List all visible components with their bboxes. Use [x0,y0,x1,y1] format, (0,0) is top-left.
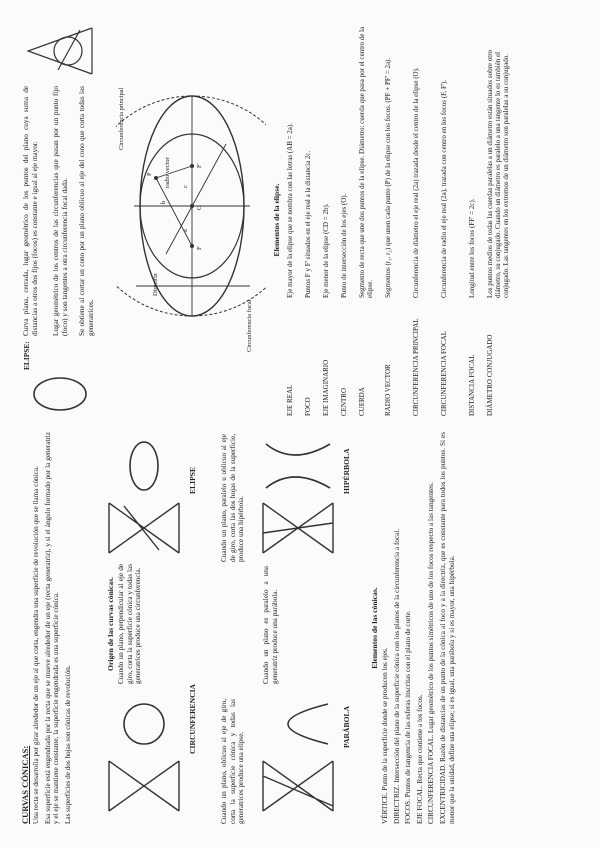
term-definition: Eje menor de la elipse (CD = 2b). [322,203,330,298]
caption-parabola: PARÁBOLA [342,705,351,748]
parabola-figure [258,694,338,754]
term-label: EJE IMAGINARIO [322,359,330,416]
origin-text-1: Cuando un plano, perpendicular al eje de giro, corta la superficie cónica y todas las generatrices produce una circunferencia. [117,564,143,684]
label-radio-vector: radio vector [164,157,171,188]
intro-paragraph-3: Las superficies de dos hojas son cónicas de revolución. [63,665,72,824]
element-eje-focal: EJE FOCAL. Recta que contiene a los focos. [415,694,424,824]
intro-paragraph-1: Una recta se desarrolla por girar alrededor de un eje al que corta, engendra una superficie de revolución que se llama cónica. [32,466,40,824]
cone-section-figure [24,24,96,78]
origin-text-4: Cuando un plano, paralelo u oblicuo al eje de giro, corta las dos hojas de la superficie, produce una hipérbola. [220,434,246,562]
ellipse-figure [104,436,184,496]
origin-text-2: Cuando un plano, oblicuo al eje de giro, corta la superficie cónica y todas las generatrices produce una elipse. [220,699,246,824]
diagram-labels [116,56,266,356]
label-point-p: P [146,172,153,176]
ellipse-elements-heading: Elementos de la elipse. [272,183,281,257]
ellipse-definition-2: Lugar geométrico de los centros de las circunferencias que pasan por un punto fijo (foco) y son tangentes a otra circunferencia focal dada. [52,86,69,336]
hyperbola-figure [258,436,338,496]
element-excentricidad: EXCENTRICIDAD. Razón de distancias de un punto de la cónica al foco y a la directriz, que es constante para todos los puntos. Si es menor que la unidad, define una elipse; si es igual, una parábola y si es mayor, una hipérbola. [438,432,456,824]
ellipse-header [20,24,100,416]
intro-paragraph-2: Esa superficie está engendrada por la recta que se mueve alrededor de un eje (recta generatriz), y si el ángulo formado por la generatriz y el eje se mantiene constante, la superficie engendrada es una superficie cónica. [43,432,61,824]
conics-title: CURVAS CÓNICAS: [20,745,30,824]
term-label: CUERDA [358,387,366,416]
circle-figure [104,694,184,754]
ellipse-thumbnail [30,372,90,416]
label-c: c [182,185,189,188]
cone-figures-bottom [258,432,370,824]
term-definition: Eje mayor de la elipse que se nombra con las letras (AB = 2a). [286,123,294,298]
cone-figures-top [104,432,216,824]
term-definition: Longitud entre los focos (FF' = 2c). [468,198,476,298]
left-column [20,432,580,824]
caption-hiperbola: HIPÉRBOLA [342,448,351,494]
term-definition: Circunferencia de radio el eje real (2a), trazada con centro en los focos (F, F'). [440,79,448,298]
conic-elements [368,432,459,824]
label-directriz: Directriz [152,273,159,296]
label-center-o: O [196,205,203,210]
label-focus-f2: F' [196,163,203,168]
term-label: CENTRO [340,388,348,416]
term-label: DIÁMETRO CONJUGADO [486,334,494,416]
term-label: RADIO VECTOR [384,364,392,416]
ellipse-label: ELIPSE: [22,341,31,370]
term-label: FOCO [304,397,312,416]
conic-elements-heading: Elementos de las cónicas. [370,587,379,669]
cone-figure-hyperbola [258,498,338,558]
term-label: EJE REAL [286,384,294,416]
origin-text-3: Cuando un plano es paralelo a una generatriz produce una parábola. [262,566,279,684]
label-a: a [182,229,189,232]
element-directriz: DIRECTRIZ. Intersección del plano de la superficie cónica con los planos de la circunferencia a focal. [392,528,401,824]
label-focus-f: F [196,246,203,250]
right-column [20,24,580,416]
origin-heading: Origen de las curvas cónicas. [106,577,115,671]
ellipse-definition-1: Curva plana, cerrada, lugar geométrico de los puntos del plano cuya suma de distancias a otros dos fijos (focos) es constante e igual al eje mayor. [22,86,39,336]
term-label: DISTANCIA FOCAL [468,354,476,416]
cone-figure-circle [104,756,184,816]
term-definition: Circunferencia de diámetro el eje real (2a) trazada desde el centro de la elipse (O). [412,67,420,298]
cone-figure-parabola [258,756,338,816]
label-principal-circle: Circunferencia principal [118,87,125,150]
origin-block [104,564,146,684]
term-definition: Segmentos (r₁, r₂) que unen cada punto (P) de la elipse con los focos. (PF + PF' = 2a). [384,57,392,298]
ellipse-definition-3: Se obtiene al cortar un cono por un plano oblicuo al eje del cono que corta todas las generatrices. [78,86,95,336]
term-definition: Punto de intersección de los ejes (O). [340,193,348,298]
label-b: b [160,200,167,204]
element-circunferencia-focal: CIRCUNFERENCIA FOCAL. Lugar geométrico de los puntos simétricos de uno de los focos respecto a las tangentes. [427,482,436,824]
label-focal-circle: Circunferencia focal [246,299,253,352]
term-definition: Puntos F y F' situados en el eje real a la distancia 2c. [304,150,312,298]
term-definition: Segmento de recta que une dos puntos de la elipse. Diámetro: cuerda que pasa por el centro de la elipse. [358,26,375,298]
element-focos: FOCOS. Puntos de tangencia de las esferas inscritas con el plano de corte. [404,610,413,824]
rotated-sheet [20,24,580,824]
element-vertice: VÉRTICE. Punto de la superficie donde se producen los ejes. [381,647,389,824]
term-label: CIRCUNFERENCIA PRINCIPAL [412,318,420,416]
cone-figure-ellipse [104,498,184,558]
caption-circunferencia: CIRCUNFERENCIA [188,683,197,754]
term-definition: Los puntos medios de todas las cuerdas paralelas a un diámetro están situados sobre otro diámetro, su conjugado. Cuando un diámetro es paralelo a una tangente lo es también el conjugado. Las tangentes en los extremos de un diámetro son paralelas a su conjugado. [486,49,511,298]
caption-elipse: ELIPSE [188,466,197,494]
term-label: CIRCUNFERENCIA FOCAL [440,331,448,416]
